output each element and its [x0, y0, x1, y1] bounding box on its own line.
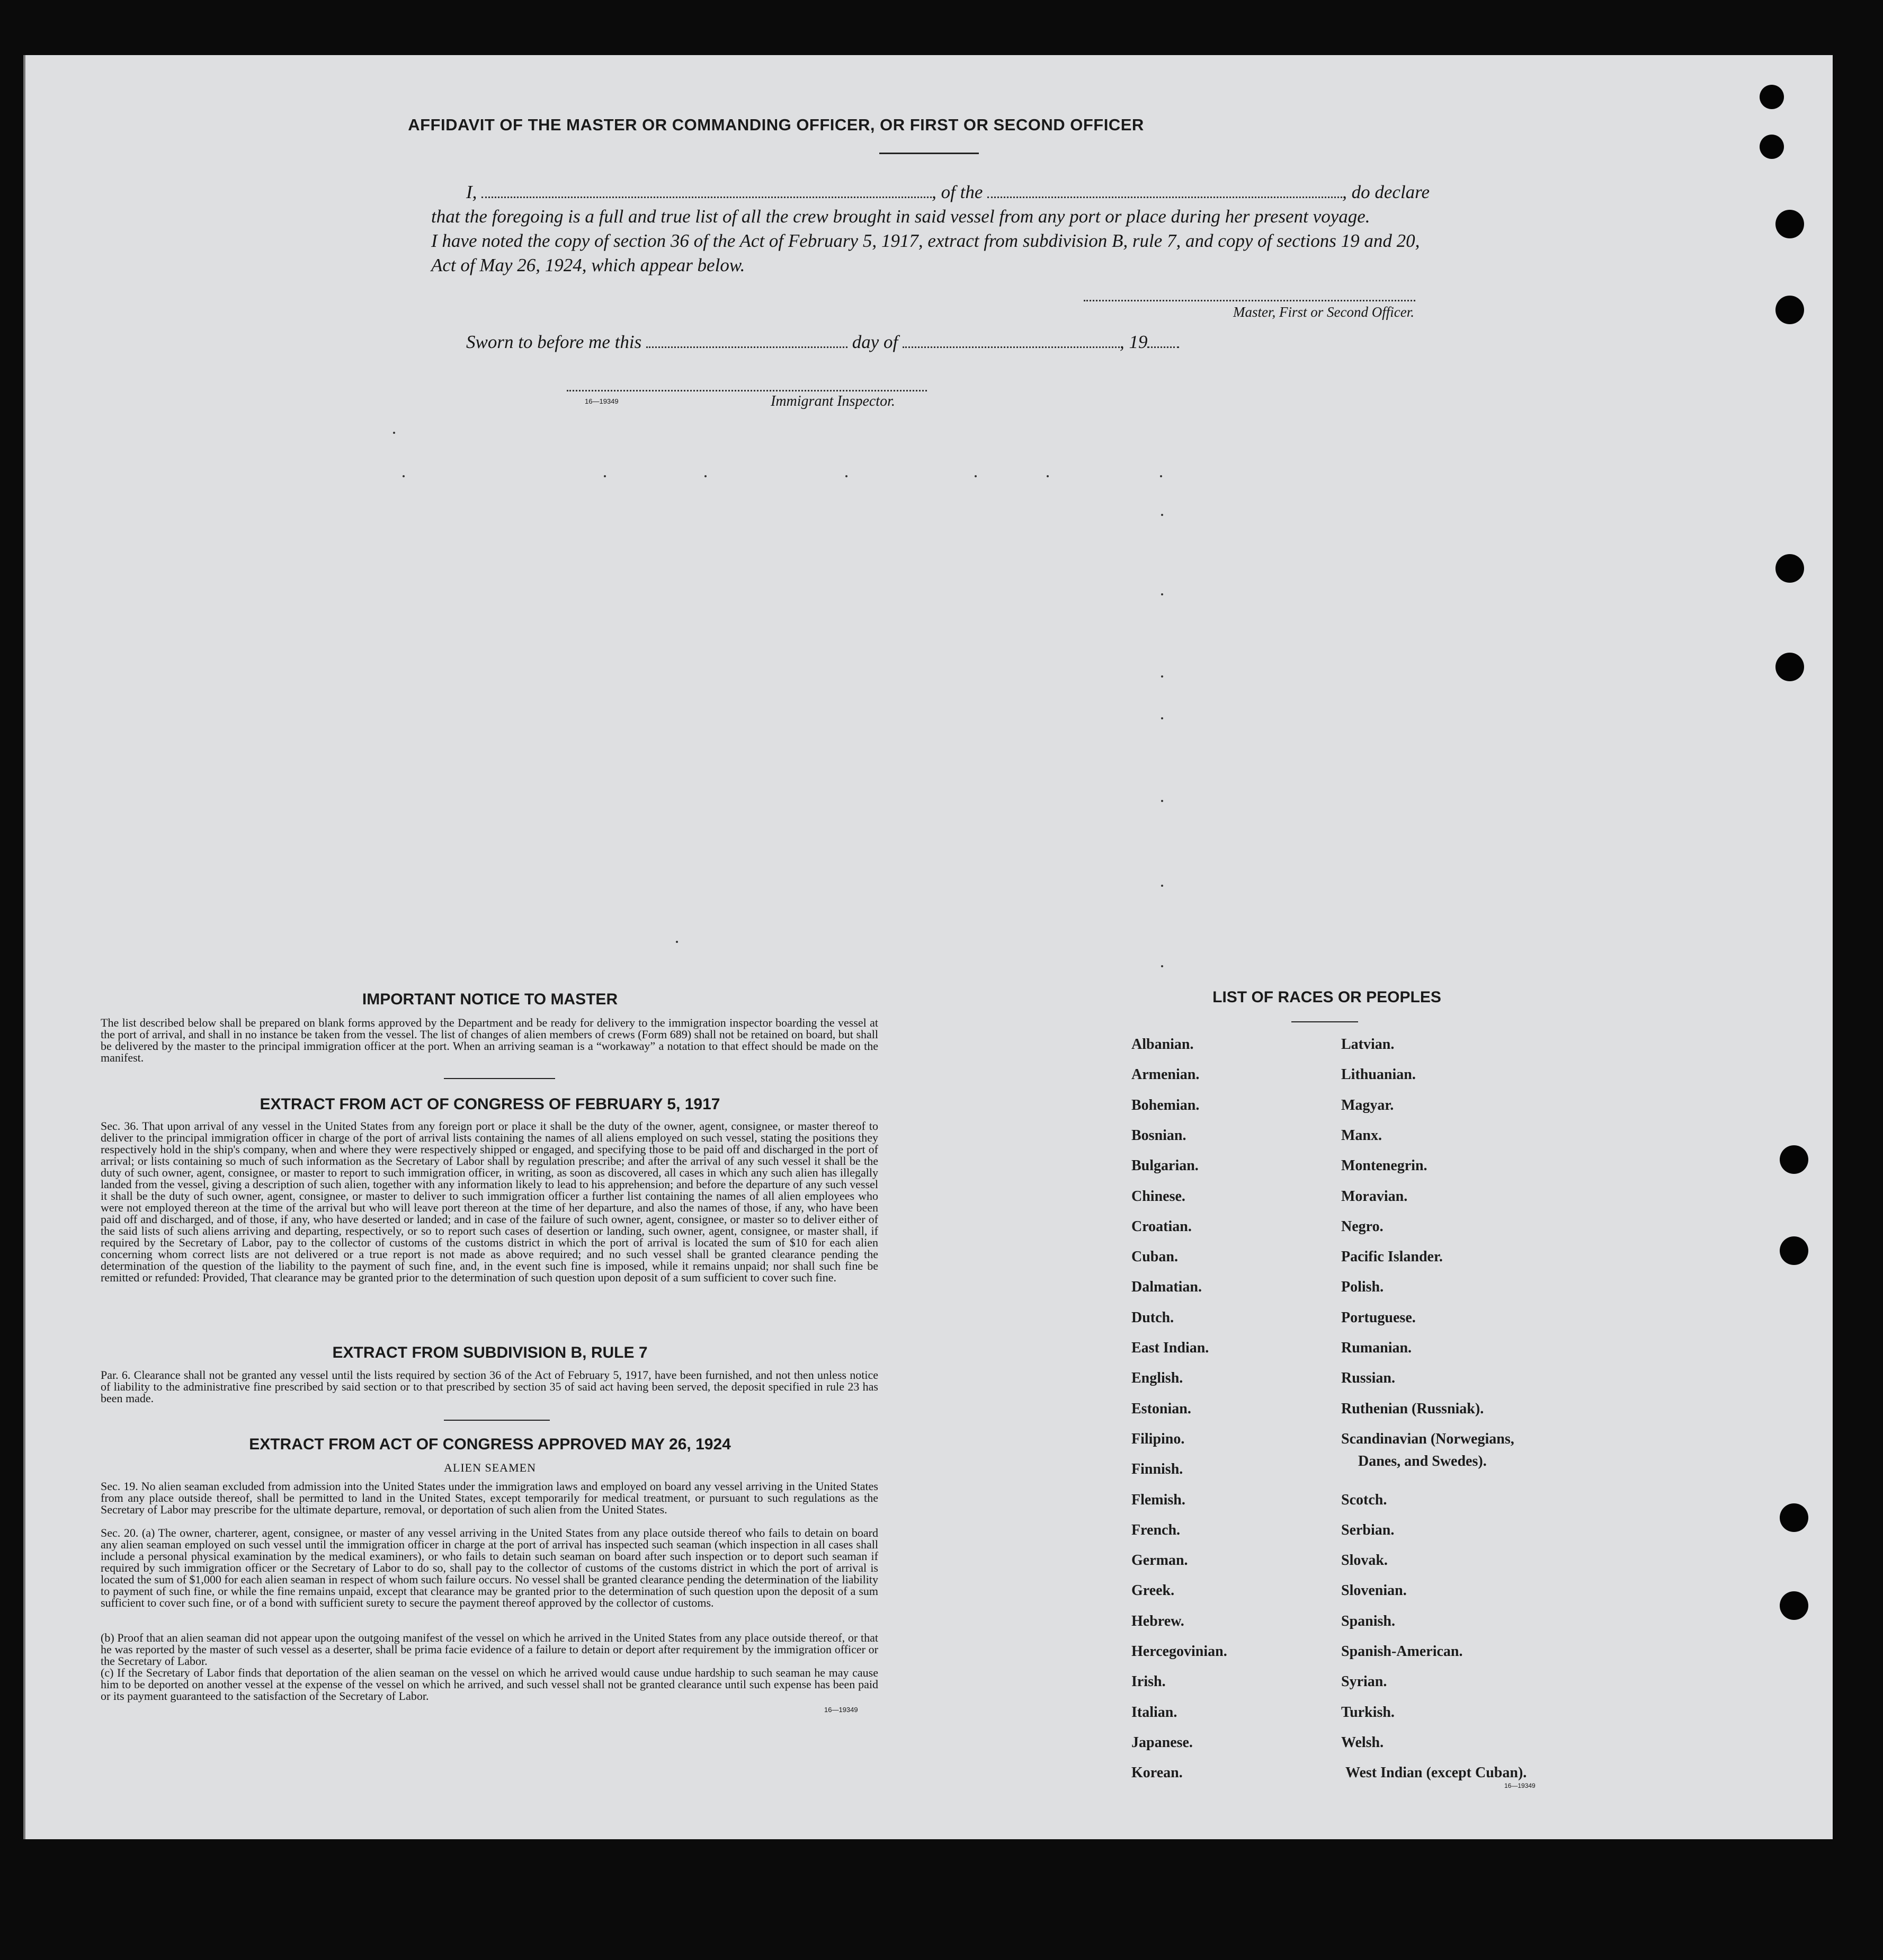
race-entry: English.	[1131, 1370, 1183, 1386]
notice-title: IMPORTANT NOTICE TO MASTER	[362, 991, 618, 1008]
race-entry: Filipino.	[1131, 1431, 1185, 1447]
speck	[1047, 475, 1049, 477]
race-entry: Montenegrin.	[1341, 1157, 1427, 1174]
race-entry: Scotch.	[1341, 1492, 1387, 1508]
binder-hole	[1780, 1236, 1808, 1265]
race-entry-continued: Danes, and Swedes).	[1358, 1453, 1487, 1469]
race-entry: Hebrew.	[1131, 1613, 1184, 1629]
year-label: , 19	[1119, 332, 1148, 352]
sworn-month-blank[interactable]	[903, 346, 1120, 348]
race-entry: Portuguese.	[1341, 1309, 1416, 1326]
declaration-line-2: that the foregoing is a full and true list of all the crew brought in said vessel from any port or place during her present voyage.	[431, 206, 1370, 227]
year-blank[interactable]	[1147, 346, 1179, 348]
race-entry: Spanish.	[1341, 1613, 1395, 1629]
inspector-caption: Immigrant Inspector.	[771, 393, 895, 409]
race-entry: Italian.	[1131, 1704, 1177, 1721]
binder-hole	[1760, 85, 1784, 109]
races-form-number: 16—19349	[1504, 1782, 1536, 1789]
sworn-day-blank[interactable]	[646, 346, 847, 348]
race-entry: Latvian.	[1341, 1036, 1395, 1053]
speck	[1161, 675, 1163, 678]
race-entry: Croatian.	[1131, 1218, 1192, 1235]
title-rule	[879, 153, 979, 154]
declaration-line-4: Act of May 26, 1924, which appear below.	[431, 255, 745, 275]
extract-1917-body: Sec. 36. That upon arrival of any vessel in the United States from any foreign port or place it shall be the duty of the owner, agent, consignee, or master thereof to deliver to the principal immigration officer in charge of the port of arrival lists containing the names of all aliens employed on such vessel, stating the positions they respectively hold in the ship's company, when and where they were respectively shipped or engaged, and specifying those to be paid off and discharged in the port of arrival; or lists containing so much of such information as the Secretary of Labor shall by regulation prescribe; and after the arrival of any such vessel it shall be the duty of such owner, agent, consignee, or master to report to such immigration officer, in writing, as soon as discovered, all cases in which any such alien has illegally landed from the vessel, giving a description of such alien, together with any information likely to lead to his apprehension; and before the departure of any such vessel it shall be the duty of such owner, agent, consignee, or master to deliver to such immigration officer a further list containing the names of all alien employees who were not employed thereon at the time of the arrival but who will leave port thereon at the time of her departure, and also the names of those, if any, who have been paid off and discharged, and of those, if any, who have deserted or landed; and in case of the failure of such owner, agent, consignee, or master so to deliver either of the said lists of such aliens arriving and departing, respectively, or so to report such cases of desertion or landing, such owner, agent, consignee, or master shall, if required by the Secretary of Labor, pay to the collector of customs of the customs district in which the port of arrival is located the sum of $10 for each alien concerning whom correct lists are not delivered or a true report is not made as above required; and no such vessel shall be granted clearance pending the determination of the question of the liability to the payment of such fine, and, in the event such fine is imposed, while it remains unpaid; nor shall such fine be remitted or refunded: Provided, That clearance may be granted prior to the determination of such question upon deposit of a sum sufficient to cover such fine.	[101, 1119, 878, 1284]
declaration-i: I,	[466, 182, 477, 202]
binder-hole	[1775, 554, 1804, 583]
speck	[1161, 593, 1163, 595]
extract-1924-sec19: Sec. 19. No alien seaman excluded from admission into the United States under the immigration laws and employed on board any vessel arriving in the United States from any place outside thereof, shall be permitted to land in the United States, except temporarily for medical treatment, or pursuant to such regulations as the Secretary of Labor may prescribe for the ultimate departure, removal, or deportation of such alien from the United States.	[101, 1480, 878, 1516]
speck	[1161, 514, 1163, 516]
extract-1924-sec20a: Sec. 20. (a) The owner, charterer, agent, consignee, or master of any vessel arriving in the United States from any place outside thereof who fails to detain on board any alien seaman employed on such vessel until the immigration officer in charge at the port of arrival has inspected such seaman (which inspection in all cases shall include a personal physical examination by the medical examiners), or who fails to detain such seaman on board after such inspection or to deport such seaman if required by such immigration officer or the Secretary of Labor to do so, shall pay to the collector of customs of the customs district in which the port of arrival is located the sum of $1,000 for each alien seaman in respect of whom such failure occurs. No vessel shall be granted clearance pending the determination of the liability to payment of such fine, or while the fine remains unpaid, except that clearance may be granted prior to the determination of such question upon the deposit of a sum sufficient to cover such fine, or of a bond with sufficient surety to secure the payment thereof approved by the collector of customs.	[101, 1526, 878, 1609]
binder-hole	[1780, 1503, 1808, 1532]
race-entry: Dutch.	[1131, 1309, 1174, 1326]
declaration-line-1	[466, 180, 1430, 204]
race-entry: Slovak.	[1341, 1552, 1388, 1569]
sheet-edge	[23, 55, 25, 1839]
declaration-of: , of the	[932, 182, 983, 202]
race-entry: Dalmatian.	[1131, 1279, 1202, 1295]
extract-form-number: 16—19349	[824, 1706, 858, 1714]
extract-1924-sec20b: (b) Proof that an alien seaman did not appear upon the outgoing manifest of the vessel on which he arrived in the United States from any place outside thereof, or that he was reported by the master of such vessel as a deserter, shall be prima facie evidence of a failure to detain or deport after requirement by the immigration officer or the Secretary of Labor.	[101, 1631, 878, 1668]
race-entry: Finnish.	[1131, 1461, 1183, 1477]
race-entry: Cuban.	[1131, 1249, 1178, 1265]
race-entry: East Indian.	[1131, 1340, 1209, 1356]
race-entry: West Indian (except Cuban).	[1345, 1765, 1527, 1781]
speck	[1161, 885, 1163, 887]
name-blank[interactable]	[481, 197, 932, 198]
race-entry: Moravian.	[1341, 1188, 1408, 1205]
race-entry: Welsh.	[1341, 1734, 1384, 1751]
race-entry: Syrian.	[1341, 1673, 1387, 1690]
race-entry: Bohemian.	[1131, 1097, 1200, 1113]
binder-hole	[1780, 1145, 1808, 1174]
race-entry: Ruthenian (Russniak).	[1341, 1401, 1484, 1417]
affidavit-title: AFFIDAVIT OF THE MASTER OR COMMANDING OFFICER, OR FIRST OR SECOND OFFICER	[408, 115, 1144, 134]
race-entry: Estonian.	[1131, 1401, 1191, 1417]
race-entry: Turkish.	[1341, 1704, 1395, 1721]
race-entry: Greek.	[1131, 1582, 1175, 1599]
declaration-declare: , do declare	[1342, 182, 1430, 202]
speck	[1161, 717, 1163, 719]
binder-hole	[1775, 210, 1804, 238]
speck	[1161, 800, 1163, 802]
race-entry: Slovenian.	[1341, 1582, 1407, 1599]
notice-body: The list described below shall be prepared on blank forms approved by the Department and be ready for delivery to the immigration inspector boarding the vessel at the port of arrival, and shall in no instance be taken from the vessel. The list of changes of alien members of crews (Form 689) shall not be retained on board, but shall be delivered by the master to the principal immigration officer at the port. When an arriving seaman is a “workaway” a notation to that effect should be made on the manifest.	[101, 1016, 878, 1064]
subdivision-b-title: EXTRACT FROM SUBDIVISION B, RULE 7	[332, 1344, 648, 1361]
race-entry: Spanish-American.	[1341, 1643, 1463, 1660]
race-entry: Japanese.	[1131, 1734, 1193, 1751]
speck	[975, 475, 977, 477]
master-caption: Master, First or Second Officer.	[1233, 304, 1414, 320]
races-title-rule	[1291, 1021, 1358, 1022]
extract-1924-title: EXTRACT FROM ACT OF CONGRESS APPROVED MAY 26, 1924	[249, 1436, 731, 1453]
race-entry: Magyar.	[1341, 1097, 1394, 1113]
section-rule	[444, 1078, 555, 1079]
affidavit-form-number: 16—19349	[585, 397, 619, 405]
race-entry: Flemish.	[1131, 1492, 1185, 1508]
extract-1924-subtitle: ALIEN SEAMEN	[444, 1461, 536, 1474]
inspector-signature-line[interactable]	[567, 390, 927, 391]
race-entry: Bosnian.	[1131, 1127, 1186, 1144]
race-entry: Polish.	[1341, 1279, 1384, 1295]
race-entry: Serbian.	[1341, 1522, 1395, 1538]
race-entry: Pacific Islander.	[1341, 1249, 1443, 1265]
speck	[1161, 965, 1163, 967]
race-entry: Chinese.	[1131, 1188, 1185, 1205]
race-entry: French.	[1131, 1522, 1181, 1538]
binder-hole	[1775, 296, 1804, 324]
binder-hole	[1760, 135, 1784, 159]
race-entry: Manx.	[1341, 1127, 1382, 1144]
race-entry: Korean.	[1131, 1765, 1183, 1781]
binder-hole	[1775, 653, 1804, 681]
speck	[393, 432, 395, 434]
race-entry: Russian.	[1341, 1370, 1395, 1386]
race-entry: Rumanian.	[1341, 1340, 1412, 1356]
race-entry: Lithuanian.	[1341, 1066, 1416, 1083]
day-of-label: day of	[852, 332, 898, 352]
sworn-label: Sworn to before me this	[466, 332, 642, 352]
race-entry: Albanian.	[1131, 1036, 1194, 1053]
speck	[403, 475, 405, 477]
race-entry: Negro.	[1341, 1218, 1384, 1235]
race-entry: Scandinavian (Norwegians,	[1341, 1431, 1514, 1447]
speck	[845, 475, 847, 477]
sworn-line	[466, 332, 1208, 353]
speck	[604, 475, 606, 477]
speck	[1160, 475, 1162, 477]
subdivision-b-body: Par. 6. Clearance shall not be granted any vessel until the lists required by section 36 of the Act of February 5, 1917, have been furnished, and not then unless notice of liability to the administrative fine prescribed by said section or to that prescribed by section 35 of said act having been served, the deposit specified in rule 23 has been made.	[101, 1368, 878, 1405]
binder-hole	[1780, 1591, 1808, 1620]
race-entry: Hercegovinian.	[1131, 1643, 1227, 1660]
race-entry: Armenian.	[1131, 1066, 1200, 1083]
race-entry: Irish.	[1131, 1673, 1166, 1690]
race-entry: Bulgarian.	[1131, 1157, 1199, 1174]
race-entry: German.	[1131, 1552, 1188, 1569]
vessel-blank[interactable]	[987, 197, 1342, 198]
speck	[704, 475, 707, 477]
extract-1924-sec20c: (c) If the Secretary of Labor finds that deportation of the alien seaman on the vessel on which he arrived would cause undue hardship to such seaman he may cause him to be deported on another vessel at the expense of the vessel on which he arrived, and such vessel shall not be granted clearance until such expense has been paid or its payment guaranteed to the satisfaction of the Secretary of Labor.	[101, 1666, 878, 1703]
declaration-line-3: I have noted the copy of section 36 of the Act of February 5, 1917, extract from subdivision B, rule 7, and copy of sections 19 and 20,	[431, 230, 1420, 251]
races-title: LIST OF RACES OR PEOPLES	[1212, 988, 1441, 1006]
speck	[676, 941, 678, 943]
extract-1917-title: EXTRACT FROM ACT OF CONGRESS OF FEBRUARY 5, 1917	[260, 1095, 720, 1113]
section-rule	[444, 1420, 550, 1421]
master-signature-line[interactable]	[1084, 300, 1415, 301]
